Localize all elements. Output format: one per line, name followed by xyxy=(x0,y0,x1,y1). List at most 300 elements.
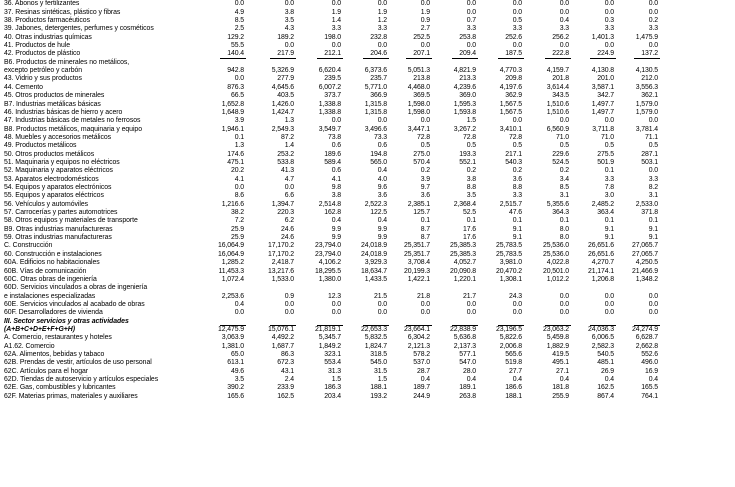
cell-value: 3.3 xyxy=(512,25,522,33)
cell-value: 0.1 xyxy=(604,217,614,225)
cell-value: 496.0 xyxy=(641,359,658,367)
cell-value: 942.8 xyxy=(227,67,244,75)
cell-value: 5,326.9 xyxy=(271,67,294,75)
cell-value: 4,468.0 xyxy=(407,83,430,91)
cell-value: 25,351.7 xyxy=(403,250,430,258)
cell-value: 21,819.1 xyxy=(314,325,341,333)
cell-value: 2,368.4 xyxy=(453,200,476,208)
cell-value: 565.0 xyxy=(370,158,387,166)
cell-value: 253.2 xyxy=(277,150,294,158)
cell-value: 235.7 xyxy=(370,75,387,83)
row-label: 62B. Prendas de vestir, artículos de uso personal xyxy=(4,359,152,367)
cell-value: 0.0 xyxy=(648,300,658,308)
cell-value: 1,652.8 xyxy=(221,100,244,108)
cell-value: 0.0 xyxy=(284,0,294,8)
cell-value: 0.0 xyxy=(648,292,658,300)
cell-value: 188.1 xyxy=(505,392,522,400)
cell-value: 0.1 xyxy=(420,217,430,225)
cell-value: 3,614.4 xyxy=(546,83,569,91)
cell-value: 8.8 xyxy=(512,184,522,191)
cell-value: 876.3 xyxy=(227,83,244,91)
cell-value: 4,645.6 xyxy=(271,83,294,91)
row-label: 50. Otros productos metálicos xyxy=(4,150,95,158)
cell-value: 578.2 xyxy=(413,351,430,358)
cell-value: 0.0 xyxy=(559,8,569,16)
cell-value: 1,824.7 xyxy=(364,342,387,350)
table-row xyxy=(4,217,731,225)
cell-value: 1,595.3 xyxy=(453,100,476,108)
cell-value: 0.0 xyxy=(420,0,430,8)
cell-value: 2,418.7 xyxy=(271,259,294,267)
cell-value: 0.1 xyxy=(559,217,569,225)
cell-value: 1,315.8 xyxy=(364,100,387,108)
cell-value: 2.4 xyxy=(284,376,294,384)
cell-value: 65.0 xyxy=(230,351,244,358)
cell-value: 565.6 xyxy=(505,351,522,358)
table-row xyxy=(4,201,731,209)
cell-value: 4,821.9 xyxy=(453,67,476,75)
cell-value: 0.0 xyxy=(512,42,522,50)
cell-value: 485.1 xyxy=(597,359,614,367)
cell-value: 24.6 xyxy=(280,234,294,242)
cell-value: 4,159.7 xyxy=(546,67,569,75)
cell-value: 9.9 xyxy=(331,225,341,233)
row-label: B9. Otras industrias manufactureras xyxy=(4,225,113,233)
cell-value: 24,036.3 xyxy=(587,325,614,333)
table-row xyxy=(4,42,731,50)
cell-value: 0.6 xyxy=(331,142,341,150)
cell-value: 0.6 xyxy=(331,167,341,175)
cell-value: 4,197.6 xyxy=(499,83,522,91)
cell-value: 9.1 xyxy=(604,225,614,233)
cell-value: 23,794.0 xyxy=(314,242,341,250)
cell-value: 0.0 xyxy=(559,300,569,308)
cell-value: 342.7 xyxy=(597,92,614,100)
cell-value: 20,470.2 xyxy=(495,267,522,275)
cell-value: 8.0 xyxy=(559,234,569,242)
cell-value: 403.5 xyxy=(277,92,294,100)
cell-value: 12,475.9 xyxy=(217,325,244,333)
row-label: 47. Industrias básicas de metales no ferrosos xyxy=(4,117,141,125)
cell-value: 72.8 xyxy=(462,133,476,141)
cell-value: 0.5 xyxy=(420,142,430,150)
cell-value: 47.6 xyxy=(508,209,522,217)
cell-value: 1.3 xyxy=(284,117,294,125)
cell-value: 0.4 xyxy=(331,217,341,225)
cell-value: 9.7 xyxy=(420,184,430,191)
row-label: 60F. Desarrolladores de vivienda xyxy=(4,309,103,317)
cell-value: 1,072.4 xyxy=(221,275,244,283)
cell-value: 4.1 xyxy=(331,175,341,183)
cell-value: 275.5 xyxy=(597,150,614,158)
cell-value: 244.9 xyxy=(413,392,430,400)
row-label: 62D. Tiendas de autoservicio y artículos especiales xyxy=(4,376,159,384)
cell-value: 233.9 xyxy=(277,384,294,392)
cell-value: 501.9 xyxy=(597,158,614,166)
cell-value: 6,006.5 xyxy=(591,334,614,342)
cell-value: 0.0 xyxy=(331,300,341,308)
cell-value: 0.0 xyxy=(466,8,476,16)
row-label: 54. Equipos y aparatos electrónicos xyxy=(4,184,112,191)
row-label: B6. Productos de minerales no metálicos, xyxy=(4,58,130,66)
cell-value: 4,492.2 xyxy=(271,334,294,342)
cell-value: 3.6 xyxy=(377,192,387,200)
cell-value: 71.0 xyxy=(555,133,569,141)
cell-value: 0.0 xyxy=(284,184,294,191)
cell-value: 0.9 xyxy=(420,17,430,24)
cell-value: 0.4 xyxy=(377,167,387,175)
row-label: 39. Jabones, detergentes, perfumes y cosméticos xyxy=(4,25,154,33)
cell-value: 13,217.6 xyxy=(267,267,294,275)
cell-value: 204.6 xyxy=(370,50,387,58)
cell-value: 25,351.7 xyxy=(403,242,430,250)
cell-value: 553.4 xyxy=(324,359,341,367)
cell-value: 9.1 xyxy=(648,234,658,242)
cell-value: 3.5 xyxy=(234,376,244,384)
row-label: excepto petróleo y carbón xyxy=(4,67,83,75)
cell-value: 867.4 xyxy=(597,392,614,400)
cell-value: 263.8 xyxy=(459,392,476,400)
cell-value: 6,007.2 xyxy=(318,83,341,91)
cell-value: 4.9 xyxy=(234,8,244,16)
row-label: 53. Aparatos electrodomésticos xyxy=(4,175,99,183)
cell-value: 0.0 xyxy=(466,300,476,308)
cell-value: 7.8 xyxy=(604,184,614,191)
cell-value: 4.1 xyxy=(234,175,244,183)
cell-value: 4,130.8 xyxy=(591,67,614,75)
cell-value: 1,598.0 xyxy=(407,100,430,108)
cell-value: 4,239.6 xyxy=(453,83,476,91)
cell-value: 1.4 xyxy=(284,142,294,150)
table-row xyxy=(4,376,731,384)
cell-value: 0.0 xyxy=(377,300,387,308)
cell-value: 0.0 xyxy=(420,117,430,125)
cell-value: 24,018.9 xyxy=(360,250,387,258)
row-label: 56. Vehículos y automóviles xyxy=(4,200,89,208)
row-label: 46. Industrias básicas de hierro y acero xyxy=(4,108,123,116)
cell-value: 15,076.1 xyxy=(267,325,294,333)
cell-value: 0.0 xyxy=(466,0,476,8)
cell-value: 495.1 xyxy=(552,359,569,367)
cell-value: 369.5 xyxy=(413,92,430,100)
cell-value: 5,051.3 xyxy=(407,67,430,75)
cell-value: 3.3 xyxy=(648,25,658,33)
cell-value: 0.9 xyxy=(284,292,294,300)
cell-value: 1,497.7 xyxy=(591,100,614,108)
cell-value: 20.2 xyxy=(230,167,244,175)
cell-value: 187.5 xyxy=(505,50,522,58)
cell-value: 371.8 xyxy=(641,209,658,217)
cell-value: 1,510.6 xyxy=(546,100,569,108)
row-label: 60E. Servicios vinculados al acabado de obras xyxy=(4,300,145,308)
cell-value: 0.4 xyxy=(466,376,476,384)
cell-value: 25,783.5 xyxy=(495,242,522,250)
cell-value: 0.0 xyxy=(234,75,244,83)
table-row xyxy=(4,343,731,351)
cell-value: 2,515.7 xyxy=(499,200,522,208)
cell-value: 3.9 xyxy=(420,175,430,183)
table-row xyxy=(4,126,731,134)
table-row xyxy=(4,9,731,17)
cell-value: 5,459.8 xyxy=(546,334,569,342)
cell-value: 4.0 xyxy=(377,175,387,183)
cell-value: 3.3 xyxy=(512,192,522,200)
cell-value: 6,373.6 xyxy=(364,67,387,75)
cell-value: 3,781.4 xyxy=(635,125,658,133)
row-label: 60D. Servicios vinculados a obras de ingeniería xyxy=(4,284,148,292)
cell-value: 25,385.3 xyxy=(449,250,476,258)
cell-value: 3,496.6 xyxy=(364,125,387,133)
cell-value: 66.5 xyxy=(230,92,244,100)
cell-value: 2,662.8 xyxy=(635,342,658,350)
cell-value: 72.8 xyxy=(508,133,522,141)
cell-value: 6,620.4 xyxy=(318,67,341,75)
table-row xyxy=(4,351,731,359)
cell-value: 86.3 xyxy=(280,351,294,358)
cell-value: 2,485.2 xyxy=(591,200,614,208)
cell-value: 73.3 xyxy=(373,133,387,141)
cell-value: 189.7 xyxy=(413,384,430,392)
cell-value: 519.8 xyxy=(505,359,522,367)
cell-value: 26,651.6 xyxy=(587,242,614,250)
cell-value: 1.5 xyxy=(466,117,476,125)
cell-value: 2,385.1 xyxy=(407,200,430,208)
cell-value: 1,882.9 xyxy=(546,342,569,350)
cell-value: 547.0 xyxy=(459,359,476,367)
cell-value: 5,355.6 xyxy=(546,200,569,208)
cell-value: 209.4 xyxy=(459,50,476,58)
cell-value: 11,453.3 xyxy=(218,267,244,275)
cell-value: 577.1 xyxy=(459,351,476,358)
cell-value: 0.0 xyxy=(648,117,658,125)
row-label: 59. Otras industrias manufactureras xyxy=(4,234,112,242)
cell-value: 0.4 xyxy=(234,300,244,308)
cell-value: 1,380.0 xyxy=(318,275,341,283)
cell-value: 1,308.1 xyxy=(499,275,522,283)
table-row xyxy=(4,67,731,75)
table-row xyxy=(4,326,731,334)
cell-value: 0.0 xyxy=(331,42,341,50)
cell-value: 1,394.7 xyxy=(271,200,294,208)
cell-value: 16,064.9 xyxy=(217,250,244,258)
row-label: 41. Productos de hule xyxy=(4,42,70,50)
cell-value: 0.0 xyxy=(284,42,294,50)
cell-value: 2.7 xyxy=(420,25,430,33)
cell-value: 277.9 xyxy=(277,75,294,83)
cell-value: 362.1 xyxy=(641,92,658,100)
cell-value: 4,250.5 xyxy=(635,259,658,267)
row-label: 62A. Alimentos, bebidas y tabaco xyxy=(4,351,105,358)
cell-value: 0.4 xyxy=(648,376,658,384)
cell-value: 2,514.8 xyxy=(318,200,341,208)
cell-value: 3.3 xyxy=(377,25,387,33)
cell-value: 0.4 xyxy=(420,376,430,384)
cell-value: 1,401.3 xyxy=(591,33,614,41)
cell-value: 1,849.2 xyxy=(318,342,341,350)
cell-value: 8.7 xyxy=(420,234,430,242)
cell-value: 0.0 xyxy=(648,167,658,175)
cell-value: 540.3 xyxy=(505,158,522,166)
cell-value: 3,410.1 xyxy=(499,125,522,133)
cell-value: 198.0 xyxy=(324,33,341,41)
cell-value: 0.0 xyxy=(559,117,569,125)
cell-value: 28.7 xyxy=(416,367,430,375)
cell-value: 3,267.2 xyxy=(453,125,476,133)
cell-value: 27,065.7 xyxy=(631,242,658,250)
cell-value: 181.8 xyxy=(552,384,569,392)
cell-value: 0.0 xyxy=(604,117,614,125)
cell-value: 18,634.7 xyxy=(360,267,387,275)
cell-value: 26,651.6 xyxy=(587,250,614,258)
cell-value: 0.0 xyxy=(512,117,522,125)
cell-value: 552.1 xyxy=(459,158,476,166)
cell-value: 3.4 xyxy=(559,175,569,183)
cell-value: 253.8 xyxy=(459,33,476,41)
table-row xyxy=(4,176,731,184)
cell-value: 31.5 xyxy=(373,367,387,375)
cell-value: 25,385.3 xyxy=(449,242,476,250)
cell-value: 364.3 xyxy=(552,209,569,217)
cell-value: 1,475.9 xyxy=(635,33,658,41)
cell-value: 1,687.7 xyxy=(271,342,294,350)
cell-value: 0.0 xyxy=(604,42,614,50)
cell-value: 0.0 xyxy=(377,309,387,317)
cell-value: 222.8 xyxy=(552,50,569,58)
cell-value: 27.7 xyxy=(508,367,522,375)
cell-value: 2,582.3 xyxy=(591,342,614,350)
cell-value: 189.1 xyxy=(459,384,476,392)
cell-value: 0.0 xyxy=(284,309,294,317)
row-label: 58. Otros equipos y materiales de transporte xyxy=(4,217,138,225)
table-row xyxy=(4,242,731,250)
cell-value: 0.0 xyxy=(559,292,569,300)
table-row xyxy=(4,17,731,25)
cell-value: 3.8 xyxy=(284,8,294,16)
cell-value: 545.0 xyxy=(370,359,387,367)
cell-value: 165.6 xyxy=(227,392,244,400)
row-label: B7. Industrias metálicas básicas xyxy=(4,100,101,108)
cell-value: 0.2 xyxy=(420,167,430,175)
cell-value: 0.0 xyxy=(512,0,522,8)
row-label: 62E. Gas, combustibles y lubricantes xyxy=(4,384,116,392)
cell-value: 17.6 xyxy=(462,225,476,233)
table-row xyxy=(4,151,731,159)
cell-value: 0.0 xyxy=(234,309,244,317)
cell-value: 0.0 xyxy=(331,0,341,8)
row-label: 60A. Edificios no habitacionales xyxy=(4,259,100,267)
cell-value: 21.8 xyxy=(416,292,430,300)
cell-value: 1,315.8 xyxy=(364,108,387,116)
cell-value: 0.0 xyxy=(466,42,476,50)
cell-value: 1,338.8 xyxy=(318,108,341,116)
cell-value: 5,636.8 xyxy=(453,334,476,342)
cell-value: 209.8 xyxy=(505,75,522,83)
cell-value: 1,946.1 xyxy=(221,125,244,133)
cell-value: 8.2 xyxy=(648,184,658,191)
row-label: 40. Otras industrias químicas xyxy=(4,33,92,41)
cell-value: 9.9 xyxy=(377,225,387,233)
cell-value: 6.2 xyxy=(284,217,294,225)
cell-value: 0.1 xyxy=(648,217,658,225)
cell-value: 9.1 xyxy=(512,225,522,233)
table-row xyxy=(4,209,731,217)
cell-value: 362.9 xyxy=(505,92,522,100)
row-label: 62C. Artículos para el hogar xyxy=(4,367,89,375)
cell-value: 0.5 xyxy=(512,17,522,24)
row-label: 62F. Materias primas, materiales y auxiliares xyxy=(4,392,138,400)
cell-value: 1.2 xyxy=(377,17,387,24)
cell-value: 1.9 xyxy=(420,8,430,16)
cell-value: 1,206.8 xyxy=(591,275,614,283)
cell-value: 12.3 xyxy=(327,292,341,300)
cell-value: 2,253.6 xyxy=(221,292,244,300)
cell-value: 0.1 xyxy=(604,167,614,175)
cell-value: 1,579.0 xyxy=(635,108,658,116)
cell-value: 188.1 xyxy=(370,384,387,392)
cell-value: 5,345.7 xyxy=(318,334,341,342)
cell-value: 537.0 xyxy=(413,359,430,367)
cell-value: 8.8 xyxy=(466,184,476,191)
cell-value: 0.0 xyxy=(512,8,522,16)
cell-value: 9.1 xyxy=(512,234,522,242)
table-row xyxy=(4,25,731,33)
cell-value: 0.0 xyxy=(604,309,614,317)
cell-value: 4,052.7 xyxy=(453,259,476,267)
cell-value: 21,466.9 xyxy=(631,267,658,275)
cell-value: 3,708.4 xyxy=(407,259,430,267)
cell-value: 43.1 xyxy=(280,367,294,375)
cell-value: 0.0 xyxy=(331,117,341,125)
table-row xyxy=(4,109,731,117)
cell-value: 0.0 xyxy=(420,309,430,317)
row-label: 48. Muebles y accesorios metálicos xyxy=(4,133,112,141)
cell-value: 162.5 xyxy=(597,384,614,392)
table-row xyxy=(4,384,731,392)
cell-value: 6,628.7 xyxy=(635,334,658,342)
row-label: A. Comercio, restaurantes y hoteles xyxy=(4,334,112,342)
cell-value: 0.1 xyxy=(512,217,522,225)
cell-value: 0.4 xyxy=(559,17,569,24)
cell-value: 25,783.5 xyxy=(495,250,522,258)
cell-value: 503.1 xyxy=(641,158,658,166)
cell-value: 4,022.8 xyxy=(546,259,569,267)
row-label: 44. Cemento xyxy=(4,83,43,91)
cell-value: 0.0 xyxy=(377,42,387,50)
cell-value: 3,063.9 xyxy=(221,334,244,342)
cell-value: 0.2 xyxy=(466,167,476,175)
cell-value: 3,929.3 xyxy=(364,259,387,267)
cell-value: 0.0 xyxy=(331,309,341,317)
cell-value: 0.2 xyxy=(648,17,658,24)
cell-value: 16.9 xyxy=(644,367,658,375)
cell-value: 1,533.0 xyxy=(271,275,294,283)
cell-value: 3,711.8 xyxy=(592,125,614,133)
table-row xyxy=(4,59,731,67)
cell-value: 4.3 xyxy=(284,25,294,33)
cell-value: 125.7 xyxy=(413,209,430,217)
row-label: 49. Productos metálicos xyxy=(4,142,77,150)
cell-value: 570.4 xyxy=(413,158,430,166)
cell-value: 3,556.3 xyxy=(635,83,658,91)
cell-value: 18,295.5 xyxy=(314,267,341,275)
row-label: 55. Equipos y aparatos eléctricos xyxy=(4,192,104,200)
cell-value: 193.2 xyxy=(370,392,387,400)
cell-value: 174.6 xyxy=(227,150,244,158)
cell-value: 363.4 xyxy=(597,209,614,217)
cell-value: 0.0 xyxy=(604,8,614,16)
cell-value: 201.8 xyxy=(552,75,569,83)
cell-value: 2,549.3 xyxy=(271,125,294,133)
